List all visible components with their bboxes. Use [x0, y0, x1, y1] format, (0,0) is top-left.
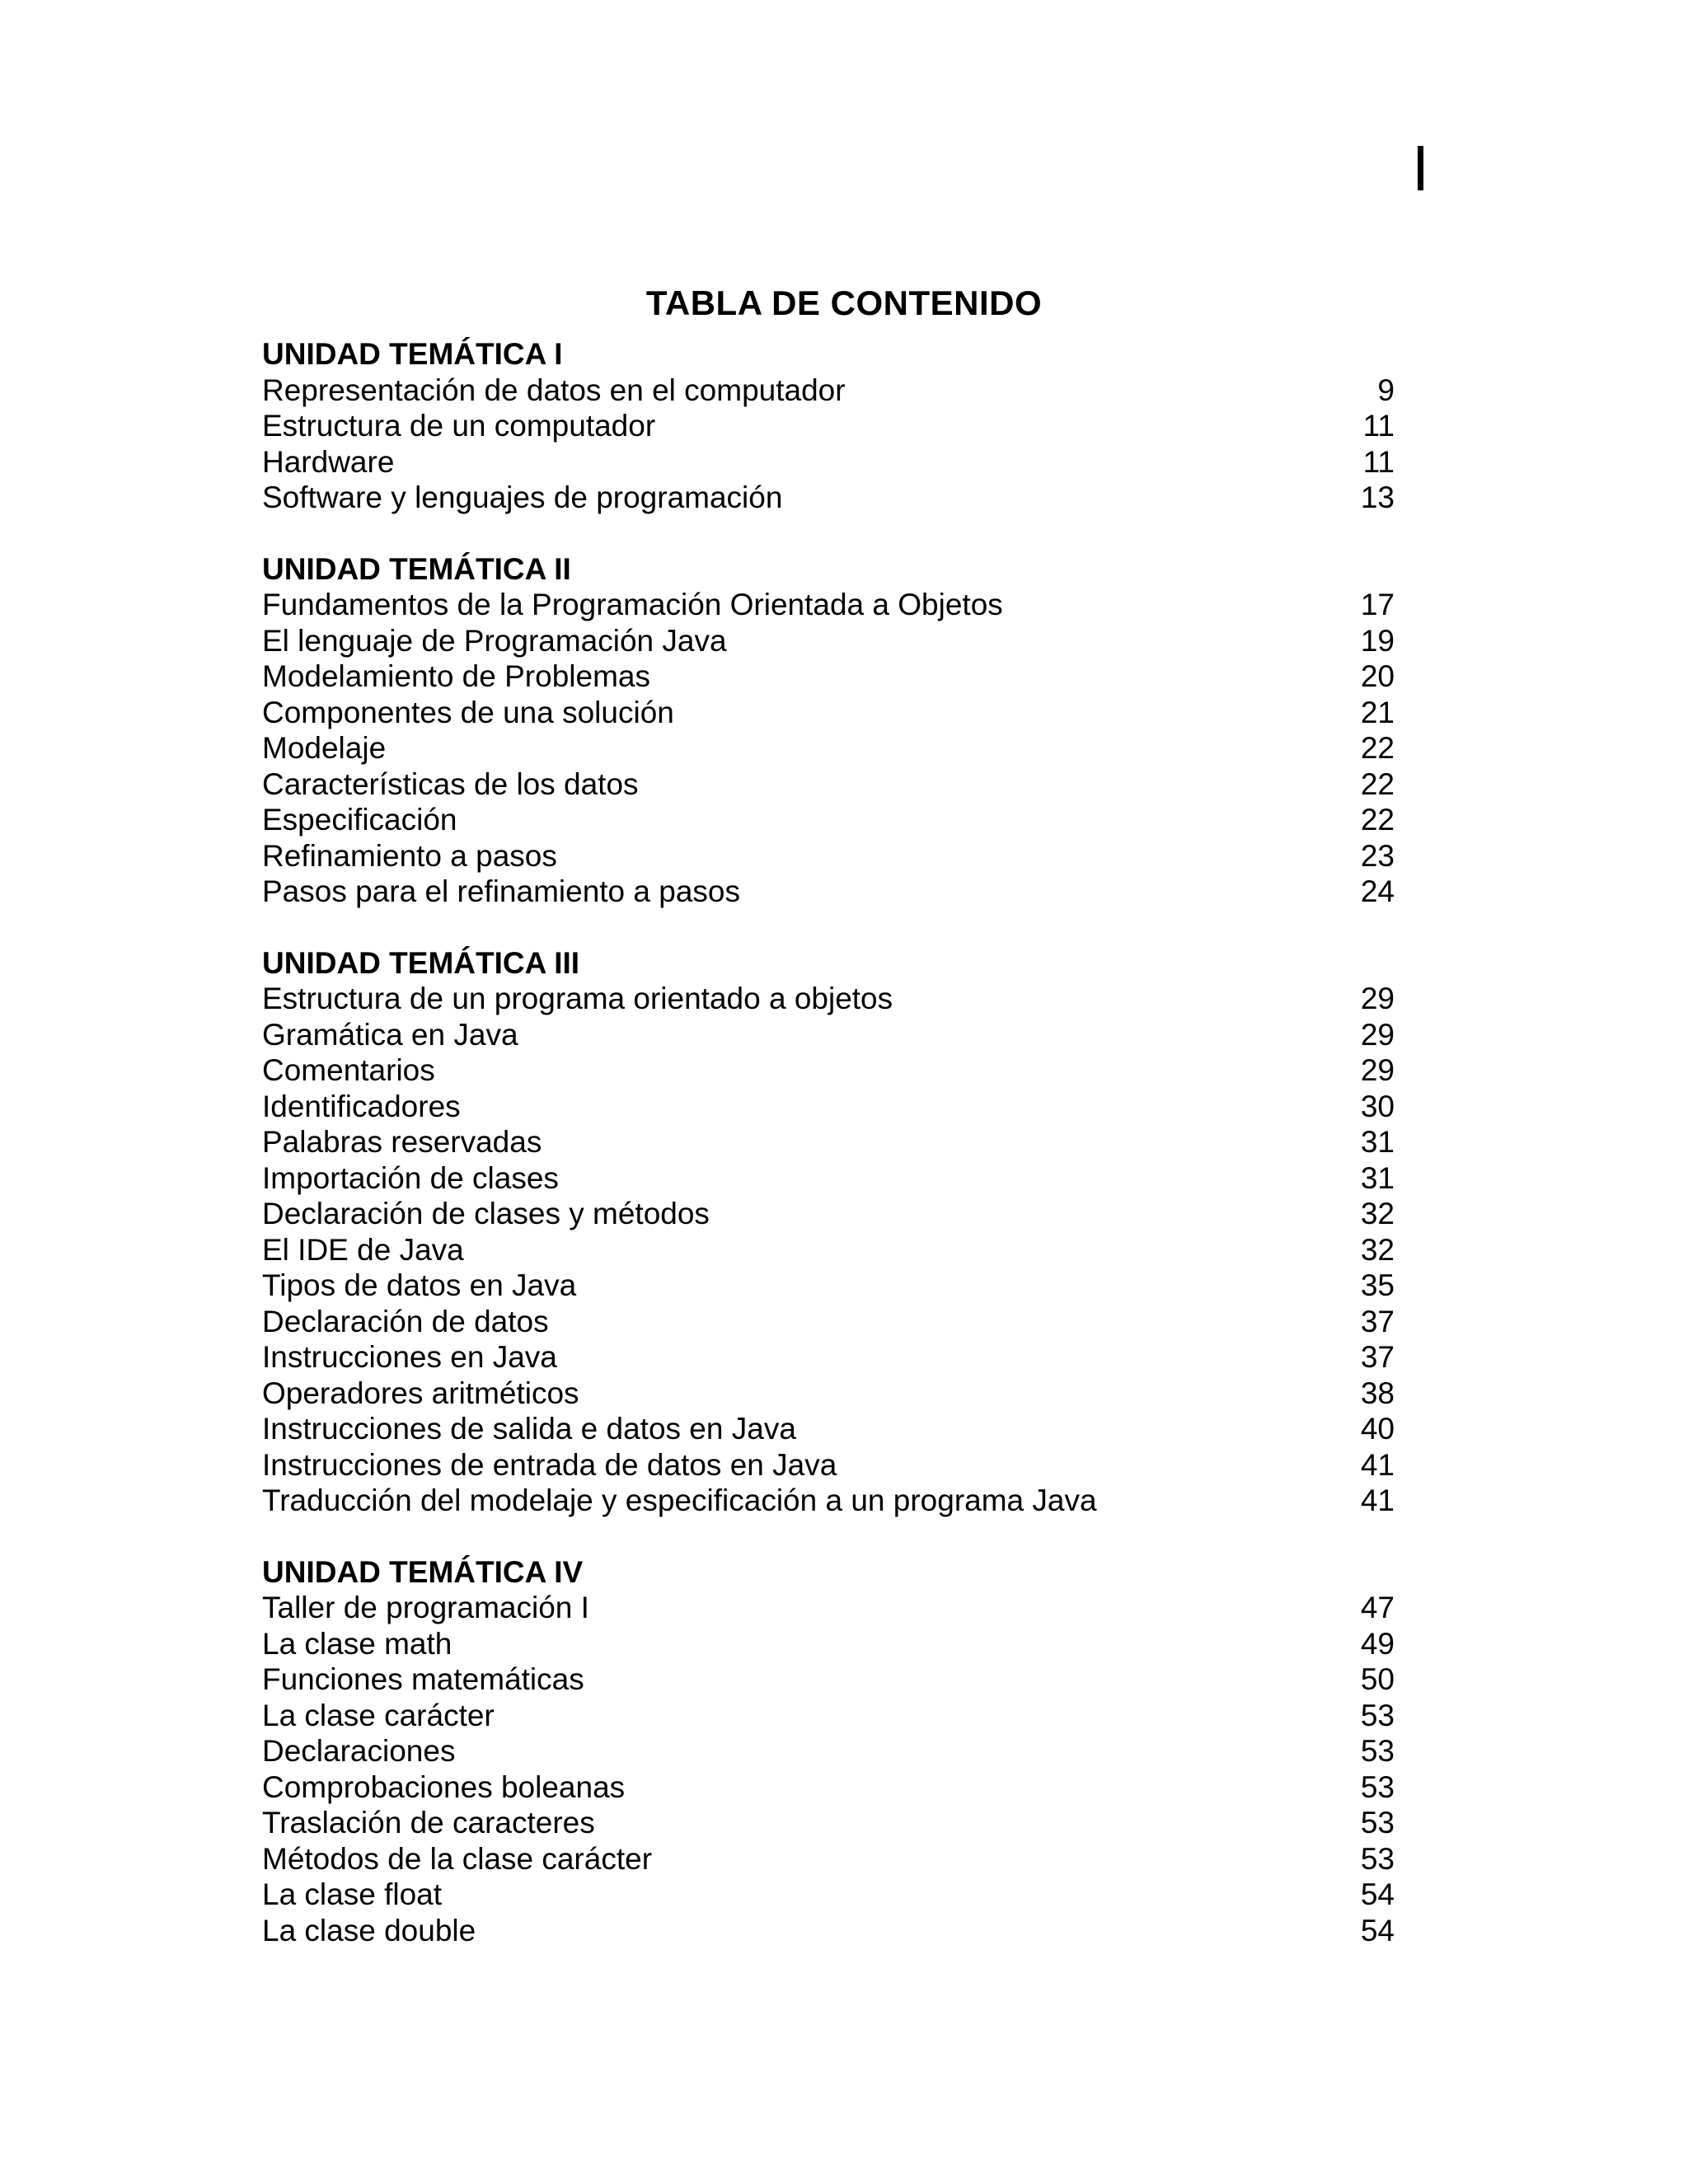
toc-entry-page-number: 49: [1360, 1626, 1395, 1661]
toc-entry-page-number: 13: [1360, 480, 1395, 514]
toc-entry-label: Importación de clases: [262, 1160, 559, 1195]
toc-entry-label: Estructura de un computador: [262, 409, 656, 443]
toc-entry-label: Traslación de caracteres: [262, 1806, 595, 1840]
toc-entry: [262, 1052, 1398, 1089]
toc-entry-label: Hardware: [262, 444, 395, 479]
toc-entry-label: Operadores aritméticos: [262, 1376, 579, 1410]
toc-entry-page-number: 11: [1362, 444, 1395, 479]
toc-entry: [262, 1841, 1398, 1877]
toc-entry: [262, 623, 1398, 659]
toc-entry: [262, 802, 1398, 838]
toc-entry-page-number: 54: [1360, 1877, 1395, 1911]
toc-entry-page-number: 54: [1360, 1913, 1395, 1947]
toc-entry: [262, 480, 1398, 516]
toc-entry: [262, 1698, 1398, 1734]
toc-entry-label: Instrucciones en Java: [262, 1340, 557, 1374]
page-title: TABLA DE CONTENIDO: [645, 284, 1043, 323]
toc-entry-label: Traducción del modelaje y especificación a un programa Java: [262, 1483, 1097, 1517]
toc-entry: [262, 1017, 1398, 1053]
toc-entry: [262, 1913, 1398, 1949]
toc-entry-page-number: 30: [1360, 1089, 1395, 1123]
toc-entry: [262, 1733, 1398, 1769]
toc-entry-label: Pasos para el refinamiento a pasos: [262, 874, 741, 908]
toc-entry-label: Gramática en Java: [262, 1017, 518, 1052]
toc-entry-label: Declaración de datos: [262, 1304, 549, 1338]
toc-entry-page-number: 41: [1360, 1447, 1395, 1482]
toc-entry-label: Tipos de datos en Java: [262, 1268, 577, 1302]
toc-entry: [262, 1196, 1398, 1232]
toc-entry-page-number: 38: [1360, 1376, 1395, 1410]
toc-entry-page-number: 9: [1377, 373, 1395, 407]
toc-entry-page-number: 31: [1360, 1125, 1395, 1159]
toc-entry-page-number: 29: [1360, 1053, 1395, 1087]
toc-entry: [262, 1626, 1398, 1662]
unit-heading: UNIDAD TEMÁTICA II: [262, 551, 571, 586]
toc-entry-label: Palabras reservadas: [262, 1125, 542, 1159]
toc-entry-page-number: 50: [1360, 1662, 1395, 1696]
toc-entry-label: Declaraciones: [262, 1734, 456, 1768]
toc-entry: [262, 1411, 1398, 1447]
toc-entry-page-number: 29: [1360, 982, 1395, 1015]
toc-entry-label: Instrucciones de entrada de datos en Java: [262, 1447, 837, 1482]
page-corner-mark: [1418, 146, 1423, 190]
toc-entry-label: Fundamentos de la Programación Orientada a Objetos: [262, 588, 1003, 621]
toc-entry-page-number: 37: [1360, 1340, 1395, 1374]
toc-entry-label: Software y lenguajes de programación: [262, 480, 783, 514]
unit-heading: UNIDAD TEMÁTICA III: [262, 945, 580, 980]
toc-entry: [262, 981, 1398, 1017]
toc-entry: [262, 444, 1398, 480]
toc-entry-page-number: 32: [1360, 1232, 1395, 1267]
toc-entry-label: Taller de programación I: [262, 1591, 589, 1624]
toc-entry-label: Especificación: [262, 803, 457, 837]
toc-entry-page-number: 20: [1360, 659, 1395, 693]
toc-entry-label: El lenguaje de Programación Java: [262, 623, 727, 658]
unit-heading: UNIDAD TEMÁTICA IV: [262, 1554, 584, 1589]
toc-entry: [262, 1232, 1398, 1268]
toc-entry-page-number: 17: [1360, 588, 1395, 621]
toc-entry: [262, 373, 1398, 409]
toc-unit: [262, 945, 1398, 1519]
toc-entry-label: Componentes de una solución: [262, 695, 674, 729]
toc-entry-page-number: 37: [1360, 1304, 1395, 1338]
toc-entry-page-number: 53: [1360, 1806, 1395, 1840]
toc-entry: [262, 1661, 1398, 1698]
toc-entry-page-number: 40: [1360, 1412, 1395, 1446]
toc-entry-label: La clase float: [262, 1877, 443, 1911]
toc-entry: [262, 874, 1398, 910]
toc-unit: [262, 551, 1398, 910]
toc-entry-page-number: 53: [1360, 1769, 1395, 1804]
toc-entry: [262, 1339, 1398, 1376]
toc-entry: [262, 838, 1398, 874]
toc-entry-label: Comentarios: [262, 1053, 435, 1087]
toc-entry-page-number: 22: [1360, 766, 1395, 801]
toc-entry: [262, 766, 1398, 803]
toc-entry-page-number: 19: [1360, 623, 1395, 658]
toc-entry-label: Estructura de un programa orientado a objetos: [262, 982, 893, 1015]
toc-entry-label: Identificadores: [262, 1089, 461, 1123]
toc-entry: [262, 1124, 1398, 1160]
toc-unit: [262, 336, 1398, 516]
toc-entry: [262, 1805, 1398, 1841]
toc-entry-label: La clase math: [262, 1626, 452, 1661]
toc-entry-label: El IDE de Java: [262, 1232, 464, 1267]
toc-entry-page-number: 22: [1360, 731, 1395, 765]
toc-entry-page-number: 35: [1360, 1268, 1395, 1302]
toc-entry: [262, 408, 1398, 444]
toc-entry-label: Modelaje: [262, 731, 387, 765]
toc-entry: [262, 1447, 1398, 1483]
toc-entry-label: Instrucciones de salida e datos en Java: [262, 1412, 796, 1446]
toc-entry-label: Representación de datos en el computador: [262, 373, 846, 407]
toc-entry-page-number: 24: [1360, 874, 1395, 908]
toc-entry: [262, 695, 1398, 731]
toc-entry-page-number: 53: [1360, 1734, 1395, 1768]
toc-entry-page-number: 11: [1362, 409, 1395, 443]
toc-entry-page-number: 23: [1360, 838, 1395, 873]
toc-entry-label: Comprobaciones boleanas: [262, 1769, 626, 1804]
toc-entry-label: La clase carácter: [262, 1698, 495, 1732]
toc-entry: [262, 1590, 1398, 1626]
toc-entry-page-number: 53: [1360, 1698, 1395, 1732]
toc-entry-label: Características de los datos: [262, 766, 639, 801]
toc-entry-page-number: 32: [1360, 1197, 1395, 1230]
table-of-contents: [262, 336, 1398, 1984]
toc-entry: [262, 1304, 1398, 1340]
toc-entry-page-number: 53: [1360, 1841, 1395, 1876]
toc-entry: [262, 1376, 1398, 1412]
toc-entry-label: La clase double: [262, 1913, 476, 1947]
toc-entry-label: Métodos de la clase carácter: [262, 1841, 653, 1876]
toc-unit: [262, 1554, 1398, 1949]
toc-entry-label: Modelamiento de Problemas: [262, 659, 650, 693]
toc-entry-page-number: 22: [1360, 803, 1395, 837]
toc-entry-page-number: 41: [1360, 1483, 1395, 1517]
toc-entry-page-number: 29: [1360, 1017, 1395, 1052]
toc-entry: [262, 1089, 1398, 1125]
toc-entry: [262, 658, 1398, 695]
toc-entry: [262, 1268, 1398, 1304]
toc-entry-page-number: 21: [1360, 695, 1395, 729]
toc-entry: [262, 730, 1398, 766]
toc-entry-page-number: 31: [1360, 1160, 1395, 1195]
toc-entry-label: Refinamiento a pasos: [262, 838, 557, 873]
toc-entry: [262, 1769, 1398, 1806]
toc-entry: [262, 587, 1398, 623]
toc-entry-label: Funciones matemáticas: [262, 1662, 584, 1696]
toc-entry-label: Declaración de clases y métodos: [262, 1197, 710, 1230]
toc-entry: [262, 1160, 1398, 1197]
toc-entry: [262, 1483, 1398, 1519]
toc-entry: [262, 1877, 1398, 1913]
toc-entry-page-number: 47: [1360, 1591, 1395, 1624]
unit-heading: UNIDAD TEMÁTICA I: [262, 337, 563, 371]
